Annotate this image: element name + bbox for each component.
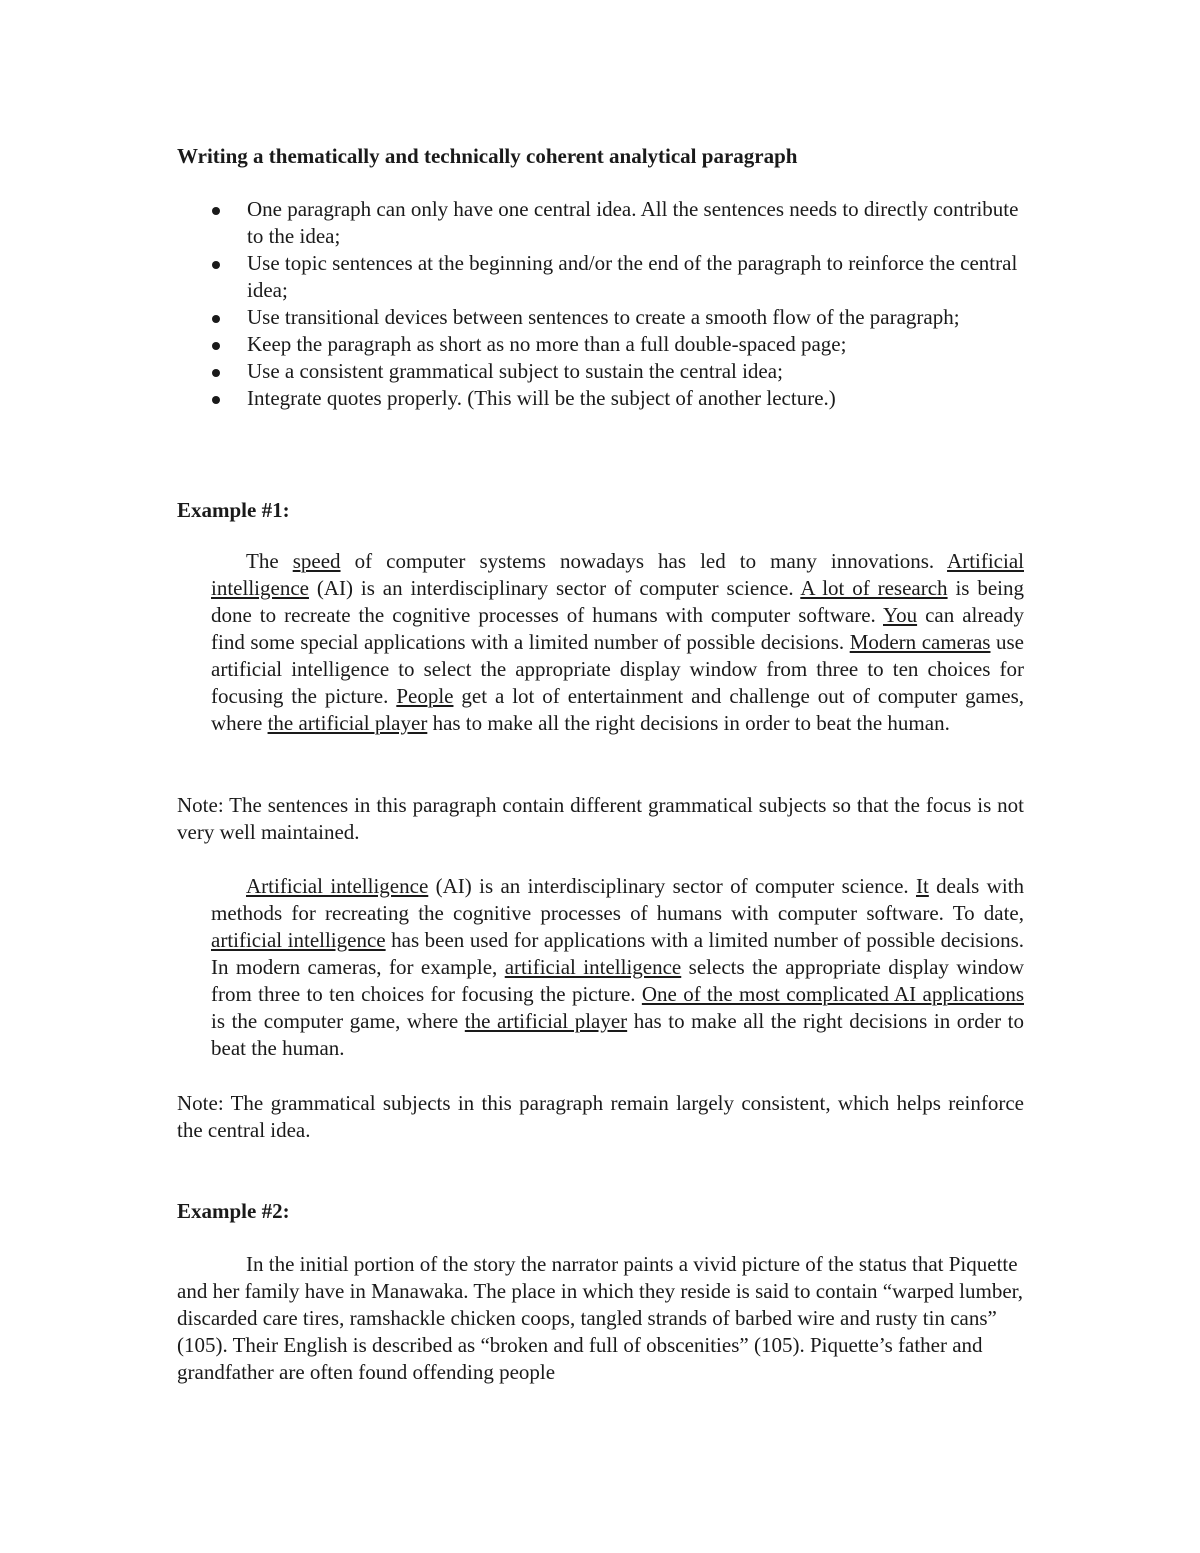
underlined-subject: speed — [292, 549, 341, 573]
list-item: Keep the paragraph as short as no more than a full double-spaced page; — [177, 331, 1037, 358]
underlined-subject: the artificial player — [464, 1009, 628, 1033]
text-run: deals with methods for recreating the cognitive processes of humans with computer software. To date, — [211, 874, 1025, 925]
underlined-subject: artificial intelligence — [211, 928, 386, 952]
text-run: selects the appropriate display window from three to ten choices for focusing the picture. — [211, 955, 1025, 1006]
underlined-subject: People — [396, 684, 454, 708]
example-1-paragraph-consistent — [211, 873, 1024, 1062]
underlined-subject: artificial intelligence — [504, 955, 682, 979]
example-1-heading: Example #1: — [177, 498, 290, 522]
text-run: can already find some special applications with a limited number of possible decisions. — [211, 603, 1024, 654]
text-run: is the computer game, where — [211, 1009, 465, 1033]
document-title: Writing a thematically and technically coherent analytical paragraph — [177, 144, 798, 168]
example-1-note-2: Note: The grammatical subjects in this paragraph remain largely consistent, which helps reinforce the central idea. — [177, 1091, 1024, 1142]
text-run: (AI) is an interdisciplinary sector of computer science. — [428, 874, 916, 898]
text-run: has been used for applications with a limited number of possible decisions. In modern cameras, for example, — [211, 928, 1025, 979]
text-run: of computer systems nowadays has led to many innovations. — [340, 549, 948, 573]
text-run: has to make all the right decisions in order to beat the human. — [427, 711, 950, 735]
example-2-heading: Example #2: — [177, 1199, 290, 1223]
text-run: has to make all the right decisions in order to beat the human. — [211, 1009, 1025, 1060]
underlined-subject: You — [883, 603, 918, 627]
underlined-subject: It — [916, 874, 929, 898]
underlined-subject: A lot of research — [800, 576, 948, 600]
underlined-subject: Artificial intelligence — [211, 549, 1024, 600]
example-1-note-1: Note: The sentences in this paragraph contain different grammatical subjects so that the focus is not very well maintained. — [177, 793, 1024, 844]
example-1-paragraph-inconsistent — [211, 548, 1024, 737]
text-run: (AI) is an interdisciplinary sector of computer science. — [308, 576, 801, 600]
guideline-list — [177, 196, 1037, 412]
list-item: Use transitional devices between sentences to create a smooth flow of the paragraph; — [177, 304, 1037, 331]
list-item: Use a consistent grammatical subject to sustain the central idea; — [177, 358, 1037, 385]
text-run: is being done to recreate the cognitive processes of humans with computer software. — [211, 576, 1024, 627]
text-run: get a lot of entertainment and challenge out of computer games, where — [211, 684, 1025, 735]
list-item: Use topic sentences at the beginning and/or the end of the paragraph to reinforce the central idea; — [177, 250, 1037, 304]
underlined-subject: Modern cameras — [849, 630, 991, 654]
list-item: Integrate quotes properly. (This will be the subject of another lecture.) — [177, 385, 1037, 412]
list-item: One paragraph can only have one central idea. All the sentences needs to directly contribute to the idea; — [177, 196, 1037, 250]
underlined-subject: the artificial player — [267, 711, 428, 735]
underlined-subject: Artificial intelligence — [246, 874, 429, 898]
text-run: The — [246, 549, 293, 573]
example-2-paragraph: In the initial portion of the story the narrator paints a vivid picture of the status that Piquette and her family have in Manawaka. The place in which they reside is said to contain “warped lumber, discarded care tires, ramshackle chicken coops, tangled strands of barbed wire and rusty tin cans” (105). Their English is described as “broken and full of obscenities” (105). Piquette’s father and grandfather are often found offending people — [177, 1252, 1024, 1384]
text-run: use artificial intelligence to select the appropriate display window from three to ten choices for focusing the picture. — [211, 630, 1024, 708]
underlined-subject: One of the most complicated AI applications — [641, 982, 1024, 1006]
